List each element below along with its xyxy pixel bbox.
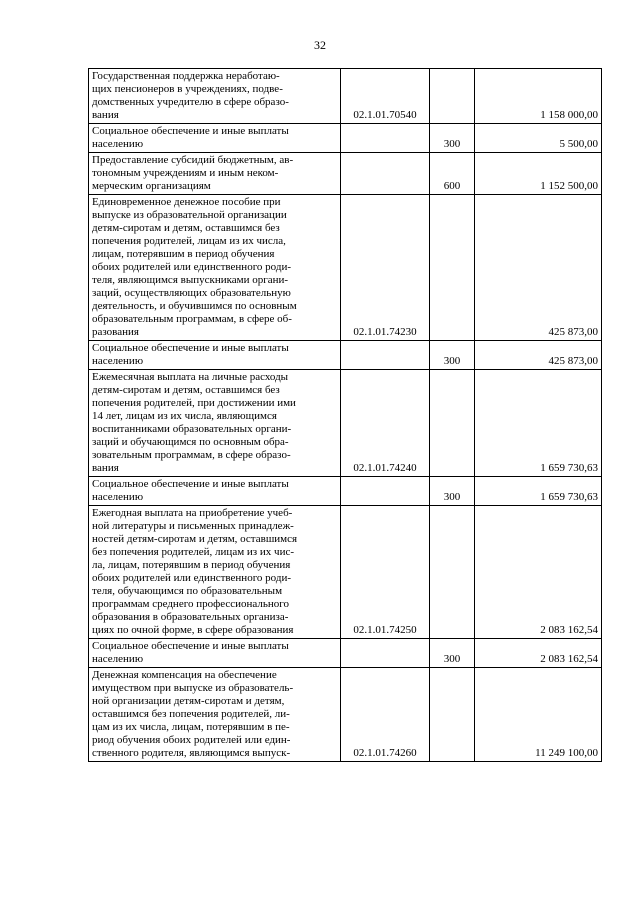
row-name: Единовременное денежное пособие при выпуске из образовательной организации детям-сиротам и детям, оставшимся без попечения родителей, лицам из их числа, лицам, потерявшим в период обучения обоих родителей или единственного роди- теля, являющимся выпускниками органи- заций, осуществляющих образовательную деятельность, и обучившимся по основным образовательным программам, в сфере об- разования	[89, 195, 341, 341]
row-name: Социальное обеспечение и иные выплаты населению	[89, 477, 341, 506]
row-expense-type	[430, 506, 475, 639]
row-expense-type	[430, 69, 475, 124]
row-name: Денежная компенсация на обеспечение имуществом при выпуске из образователь- ной организации детям-сиротам и детям, оставшимся без попечения родителей, ли- цам из их числа, лицам, потерявшим в пе- риод обучения обоих родителей или един- ственного родителя, являющимся выпуск-	[89, 668, 341, 762]
table-row	[89, 195, 602, 341]
table-row	[89, 370, 602, 477]
table-row	[89, 69, 602, 124]
table-row	[89, 153, 602, 195]
table-row	[89, 341, 602, 370]
row-expense-type: 300	[430, 477, 475, 506]
row-name: Предоставление субсидий бюджетным, ав- тономным учреждениям и иным неком- мерческим организациям	[89, 153, 341, 195]
row-sum: 425 873,00	[475, 341, 602, 370]
table-row	[89, 639, 602, 668]
row-code: 02.1.01.70540	[341, 69, 430, 124]
row-code	[341, 477, 430, 506]
table-row	[89, 668, 602, 762]
row-sum: 2 083 162,54	[475, 639, 602, 668]
row-name: Социальное обеспечение и иные выплаты населению	[89, 639, 341, 668]
row-name: Ежемесячная выплата на личные расходы детям-сиротам и детям, оставшимся без попечения родителей, при достижении ими 14 лет, лицам из их числа, являющимся воспитанниками образовательных органи- заций и обучающимся по основным обра- зовательным программам, в сфере образо- вания	[89, 370, 341, 477]
row-expense-type: 300	[430, 639, 475, 668]
page-number: 32	[314, 38, 326, 52]
row-name: Социальное обеспечение и иные выплаты населению	[89, 124, 341, 153]
row-sum: 1 659 730,63	[475, 477, 602, 506]
row-sum: 5 500,00	[475, 124, 602, 153]
row-code	[341, 124, 430, 153]
row-name: Социальное обеспечение и иные выплаты населению	[89, 341, 341, 370]
row-sum: 1 659 730,63	[475, 370, 602, 477]
budget-table	[88, 68, 602, 762]
row-expense-type: 300	[430, 341, 475, 370]
row-sum: 11 249 100,00	[475, 668, 602, 762]
row-code: 02.1.01.74250	[341, 506, 430, 639]
row-code: 02.1.01.74230	[341, 195, 430, 341]
row-name: Государственная поддержка неработаю- щих пенсионеров в учреждениях, подве- домственных учредителю в сфере образо- вания	[89, 69, 341, 124]
row-code: 02.1.01.74240	[341, 370, 430, 477]
row-expense-type	[430, 195, 475, 341]
table-row	[89, 506, 602, 639]
table-row	[89, 124, 602, 153]
row-sum: 1 152 500,00	[475, 153, 602, 195]
row-expense-type	[430, 370, 475, 477]
row-expense-type: 300	[430, 124, 475, 153]
table-row	[89, 477, 602, 506]
row-name: Ежегодная выплата на приобретение учеб- ной литературы и письменных принадлеж- ностей детям-сиротам и детям, оставшимся без попечения родителей, лицам из их чис- ла, лицам, потерявшим в период обучения обоих родителей или единственного роди- теля, обучающимся по образовательным программам среднего профессионального образования в образовательных организа- циях по очной форме, в сфере образования	[89, 506, 341, 639]
row-expense-type	[430, 668, 475, 762]
row-code	[341, 153, 430, 195]
row-sum: 425 873,00	[475, 195, 602, 341]
row-sum: 1 158 000,00	[475, 69, 602, 124]
row-sum: 2 083 162,54	[475, 506, 602, 639]
row-code	[341, 341, 430, 370]
row-code	[341, 639, 430, 668]
row-expense-type: 600	[430, 153, 475, 195]
row-code: 02.1.01.74260	[341, 668, 430, 762]
